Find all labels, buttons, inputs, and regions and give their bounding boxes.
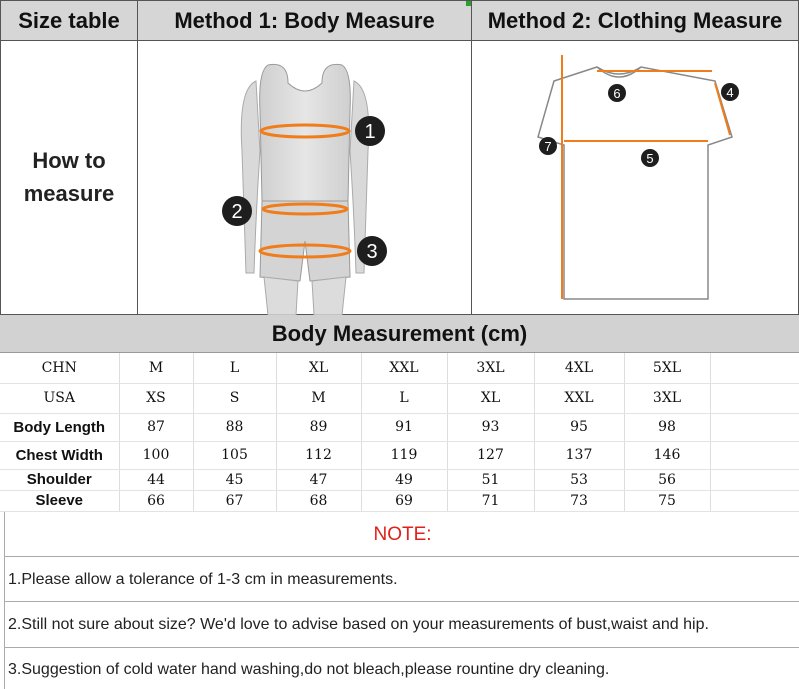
table-cell: 89	[276, 413, 361, 441]
table-cell: 93	[447, 413, 534, 441]
table-cell: 137	[534, 441, 624, 469]
svg-text:6: 6	[613, 86, 621, 101]
table-cell: 47	[276, 469, 361, 490]
how-to-cell	[1, 41, 137, 315]
table-cell: 146	[624, 441, 710, 469]
table-cell: 51	[447, 469, 534, 490]
table-cell: 87	[119, 413, 193, 441]
table-cell: XXL	[361, 353, 447, 383]
table-row-usa	[0, 383, 799, 413]
marker-5	[641, 149, 659, 167]
row-label: Chest Width	[0, 441, 119, 469]
note-item: 3.Suggestion of cold water hand washing,do not bleach,please rountine dry cleaning.	[8, 661, 610, 678]
table-cell: 3XL	[624, 383, 710, 413]
svg-text:3: 3	[366, 241, 378, 263]
table-row-shoulder	[0, 469, 799, 490]
table-cell: XXL	[534, 383, 624, 413]
table-cell: 44	[119, 469, 193, 490]
table-cell: L	[361, 383, 447, 413]
header-size-table: Size table	[1, 1, 137, 41]
empty-cell	[710, 413, 799, 441]
table-row-chn	[0, 353, 799, 383]
table-cell: 49	[361, 469, 447, 490]
notes-section	[4, 512, 799, 689]
table-cell: 95	[534, 413, 624, 441]
table-cell: 119	[361, 441, 447, 469]
table-title: Body Measurement (cm)	[0, 315, 799, 353]
table-cell: M	[276, 383, 361, 413]
header-method-body: Method 1: Body Measure	[137, 1, 471, 41]
table-cell: XL	[276, 353, 361, 383]
table-cell: 68	[276, 490, 361, 511]
table-cell: 69	[361, 490, 447, 511]
note-item: 2.Still not sure about size? We'd love to advise based on your measurements of bust,waist and hip.	[5, 602, 799, 648]
table-cell: 71	[447, 490, 534, 511]
clothing-measure-cell	[471, 41, 798, 315]
table-cell: 3XL	[447, 353, 534, 383]
row-label: Sleeve	[0, 490, 119, 511]
table-cell: L	[193, 353, 276, 383]
row-label: USA	[0, 383, 119, 413]
table-row-sleeve	[0, 490, 799, 511]
marker-6	[608, 84, 626, 102]
table-cell: XL	[447, 383, 534, 413]
marker-1	[355, 116, 385, 146]
table-cell: 73	[534, 490, 624, 511]
table-cell: 91	[361, 413, 447, 441]
table-cell: 105	[193, 441, 276, 469]
empty-cell	[710, 353, 799, 383]
table-cell: 127	[447, 441, 534, 469]
table-cell: 5XL	[624, 353, 710, 383]
empty-cell	[710, 441, 799, 469]
svg-text:7: 7	[544, 139, 552, 154]
marker-7	[539, 137, 557, 155]
table-cell: 56	[624, 469, 710, 490]
empty-cell	[710, 469, 799, 490]
table-cell: 112	[276, 441, 361, 469]
row-label: CHN	[0, 353, 119, 383]
table-cell: 66	[119, 490, 193, 511]
table-cell: M	[119, 353, 193, 383]
note-item: 1.Please allow a tolerance of 1-3 cm in measurements.	[5, 557, 799, 602]
empty-cell	[710, 383, 799, 413]
table-row-body-length	[0, 413, 799, 441]
table-cell: 67	[193, 490, 276, 511]
marker-4	[721, 83, 739, 101]
table-cell: 45	[193, 469, 276, 490]
header-method-clothing: Method 2: Clothing Measure	[471, 1, 798, 41]
row-label: Body Length	[0, 413, 119, 441]
svg-text:4: 4	[726, 85, 734, 100]
tshirt-illustration	[472, 41, 799, 315]
table-cell: 88	[193, 413, 276, 441]
body-illustration	[138, 41, 472, 315]
marker-2	[222, 196, 252, 226]
how-to-measure-label: How to measure	[23, 148, 115, 206]
marker-3	[357, 236, 387, 266]
table-cell: 100	[119, 441, 193, 469]
svg-text:5: 5	[646, 151, 654, 166]
row-label: Shoulder	[0, 469, 119, 490]
table-cell: 53	[534, 469, 624, 490]
table-row-chest-width	[0, 441, 799, 469]
empty-cell	[710, 490, 799, 511]
table-cell: 98	[624, 413, 710, 441]
table-cell: 4XL	[534, 353, 624, 383]
table-cell: 75	[624, 490, 710, 511]
note-title: NOTE:	[5, 512, 799, 557]
svg-text:2: 2	[231, 201, 243, 223]
svg-text:1: 1	[364, 121, 376, 143]
corner-marker	[466, 1, 471, 6]
table-cell: XS	[119, 383, 193, 413]
size-table	[0, 353, 799, 512]
body-measure-cell	[137, 41, 471, 315]
table-cell: S	[193, 383, 276, 413]
measurement-guide	[0, 0, 799, 315]
